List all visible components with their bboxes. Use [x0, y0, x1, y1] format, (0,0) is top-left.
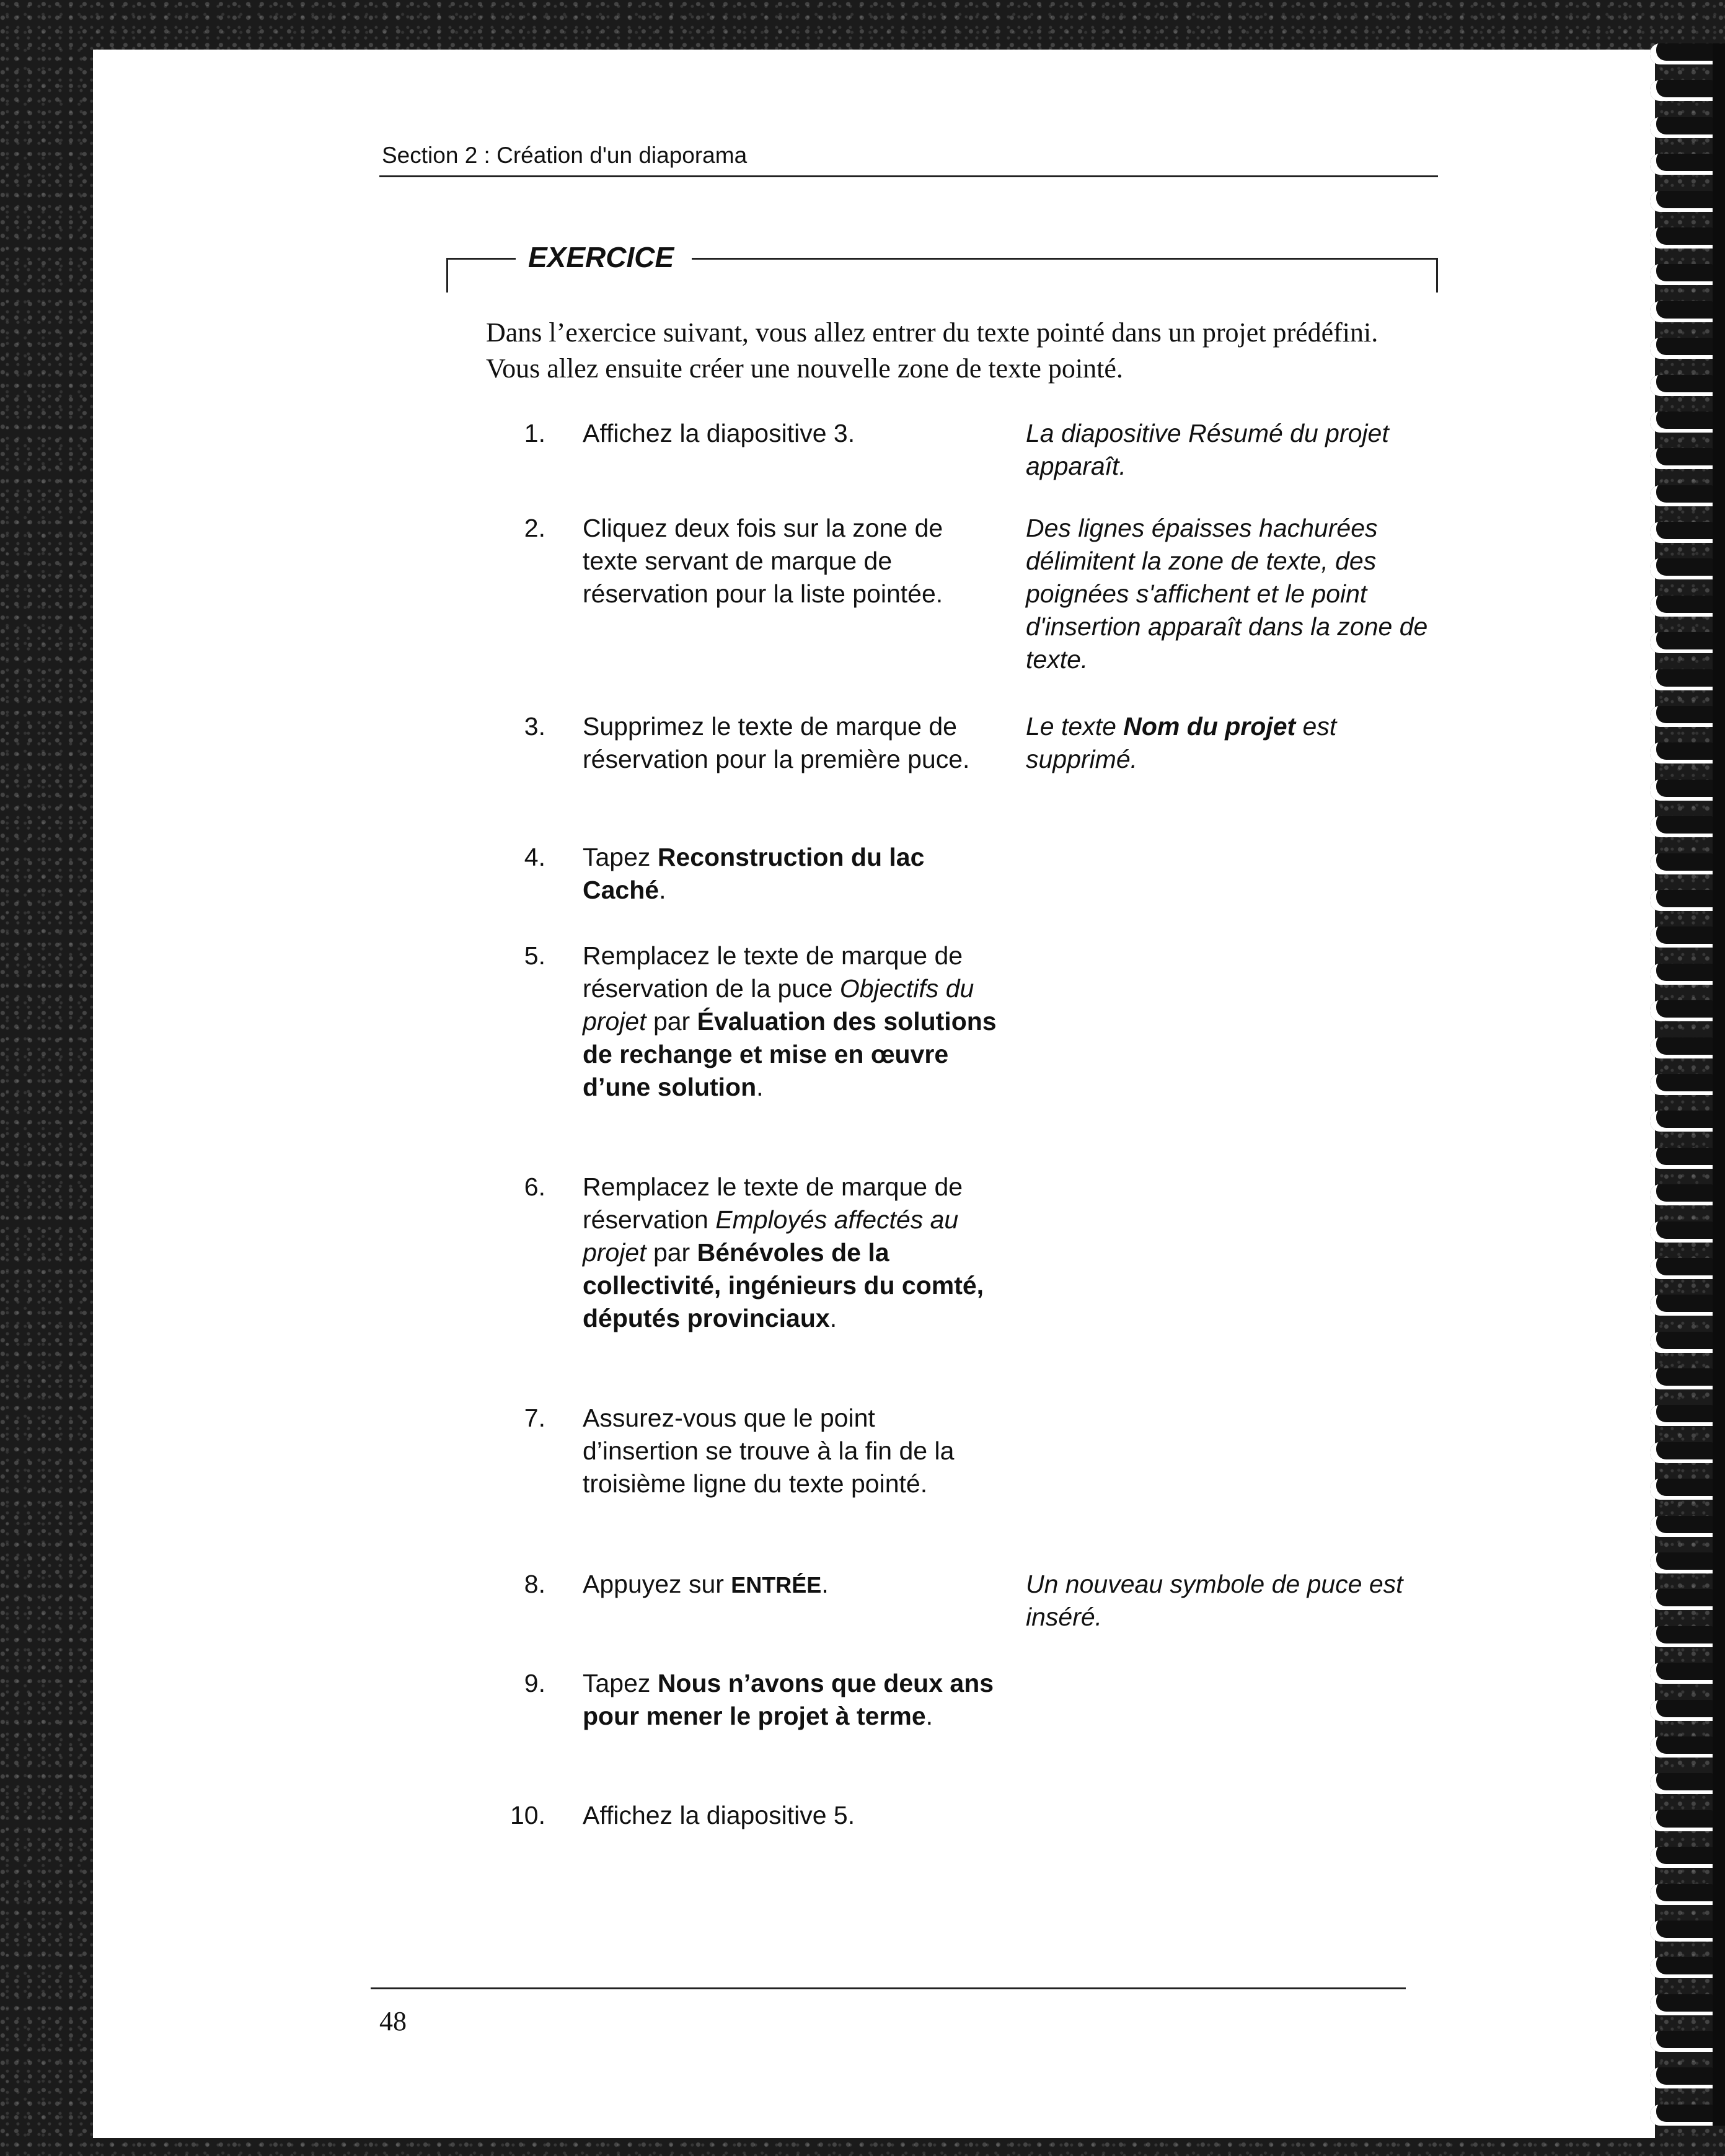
section-header: Section 2 : Création d'un diaporama	[382, 143, 748, 168]
step-result	[1026, 710, 1435, 776]
step-number: 7.	[524, 1404, 545, 1432]
step-result: La diapositive Résumé du projet apparaît.	[1026, 419, 1389, 480]
step-instruction	[583, 1667, 998, 1733]
frame-top-left-line	[446, 258, 516, 260]
placeholder-name: Employés affectés au projet	[583, 1205, 959, 1267]
frame-top-right-line	[692, 258, 1438, 260]
exercise-title: EXERCICE	[528, 241, 674, 273]
instruction-text: .	[829, 1304, 837, 1332]
footer-rule	[371, 1987, 1406, 1989]
instruction-text: Affichez la diapositive 5.	[583, 1801, 855, 1829]
step-instruction	[583, 1402, 998, 1500]
step-instruction	[583, 1799, 998, 1832]
instruction-text: par	[646, 1007, 697, 1036]
step-number: 6.	[524, 1173, 545, 1201]
instruction-text: Remplacez le texte de marque de réservation	[583, 1173, 963, 1234]
instruction-text: .	[925, 1702, 933, 1730]
typed-text: Reconstruction du lac Caché	[583, 843, 925, 904]
step-instruction	[583, 841, 998, 907]
step-number: 9.	[524, 1669, 545, 1697]
instruction-text: Tapez	[583, 1669, 658, 1697]
step-number: 1.	[524, 419, 545, 447]
step-number: 3.	[524, 712, 545, 741]
step-instruction	[583, 710, 998, 776]
instruction-text: Appuyez sur	[583, 1570, 731, 1598]
step-result: Des lignes épaisses hachurées délimitent la zone de texte, des poignées s'affichent et le point d'insertion apparaît dans la zone de texte.	[1026, 514, 1428, 674]
result-bold-term: Nom du projet	[1123, 712, 1296, 741]
instruction-text: Affichez la diapositive 3.	[583, 419, 855, 447]
typed-text: Nous n’avons que deux ans pour mener le projet à terme	[583, 1669, 994, 1730]
step-number: 5.	[524, 941, 545, 970]
exercise-intro: Dans l’exercice suivant, vous allez entrer du texte pointé dans un projet prédéfini. Vous allez ensuite créer une nouvelle zone de texte pointé.	[486, 317, 1379, 384]
step-instruction	[583, 512, 998, 610]
instruction-text: Cliquez deux fois sur la zone de texte servant de marque de réservation pour la liste pointée.	[583, 514, 943, 608]
instruction-text: Assurez-vous que le point d’insertion se trouve à la fin de la troisième ligne du texte pointé.	[583, 1404, 955, 1498]
step-instruction	[583, 1171, 998, 1335]
step-instruction	[583, 939, 998, 1104]
typed-text: Bénévoles de la collectivité, ingénieurs du comté, députés provinciaux	[583, 1238, 984, 1332]
binding-spine	[1713, 43, 1725, 2126]
step-result: Un nouveau symbole de puce est inséré.	[1026, 1570, 1403, 1631]
step-number: 4.	[524, 843, 545, 871]
exercise-frame	[446, 241, 1438, 293]
frame-right-edge	[1436, 258, 1438, 293]
key-name: ENTRÉE	[731, 1572, 822, 1598]
instruction-text: .	[659, 876, 666, 904]
result-text: Le texte	[1026, 712, 1124, 741]
spiral-binding	[1649, 43, 1725, 2126]
step-instruction	[583, 1568, 998, 1601]
instruction-text: .	[821, 1570, 829, 1598]
page-number: 48	[379, 2006, 407, 2036]
step-number: 8.	[524, 1570, 545, 1598]
placeholder-name: Objectifs du projet	[583, 974, 974, 1036]
typed-text: Évaluation des solutions de rechange et mise en œuvre d’une solution	[583, 1007, 997, 1101]
result-text: est supprimé.	[1026, 712, 1337, 773]
step-number: 2.	[524, 514, 545, 542]
instruction-text: Remplacez le texte de marque de réservation de la puce	[583, 941, 963, 1003]
frame-left-edge	[446, 258, 448, 293]
instruction-text: Supprimez le texte de marque de réservation pour la première puce.	[583, 712, 970, 773]
step-instruction	[583, 417, 998, 450]
instruction-text: Tapez	[583, 843, 658, 871]
step-number: 10.	[510, 1801, 545, 1829]
instruction-text: par	[646, 1238, 697, 1267]
header-rule	[379, 175, 1438, 177]
instruction-text: .	[756, 1073, 764, 1101]
